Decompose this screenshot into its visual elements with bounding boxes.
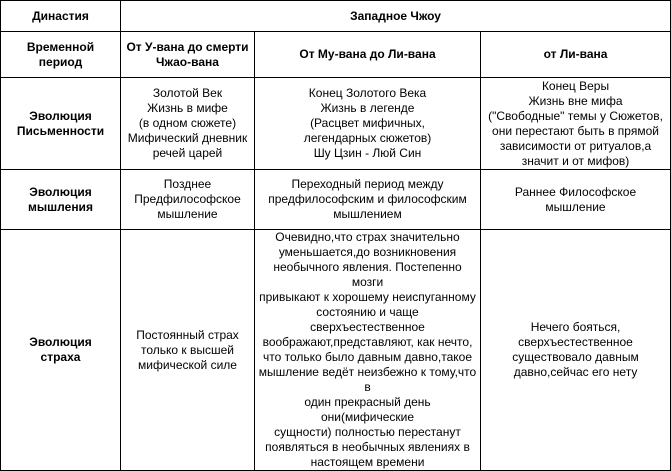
thinking-row xyxy=(1,170,671,230)
text-line: привыкают к хорошему неиспуганному xyxy=(259,290,476,304)
table-cell xyxy=(255,78,481,170)
text-line: уменьшается,до возникновения xyxy=(278,245,457,259)
period-row xyxy=(1,32,671,78)
text-line: давно,сейчас его нету xyxy=(513,365,638,379)
fear-row xyxy=(1,230,671,471)
period-header xyxy=(255,32,481,78)
table-cell xyxy=(255,170,481,230)
text-line: мышление xyxy=(157,207,218,221)
text-line: необычного явления. Постепенно мозги xyxy=(273,260,462,289)
table-cell xyxy=(121,170,255,230)
table-cell xyxy=(121,78,255,170)
text-line: зависимости от ритуалов,а xyxy=(499,138,652,153)
text-line: один прекрасный день они(мифические xyxy=(304,395,431,424)
dynasty-row xyxy=(1,1,671,32)
text-line: Конец Веры xyxy=(541,78,610,93)
text-line: Эволюция xyxy=(29,184,92,199)
text-line: Чжао-вана xyxy=(156,54,219,69)
dynasty-title: Западное Чжоу xyxy=(121,1,671,32)
text-line: Мифический дневник xyxy=(127,131,248,145)
table-cell xyxy=(481,230,671,471)
text-line: сущности) полностью перестанут xyxy=(274,425,461,439)
table-cell xyxy=(481,170,671,230)
text-line: Письменности xyxy=(16,123,105,138)
text-line: мышления xyxy=(28,199,93,214)
text-line: они перестают быть в прямой xyxy=(492,123,659,138)
text-line: легендарных сюжетов) xyxy=(303,131,432,145)
text-line: Постоянный страх xyxy=(136,327,239,342)
period-label: Временной период xyxy=(1,32,121,78)
row-label xyxy=(1,78,121,170)
text-line: Конец Золотого Века xyxy=(308,86,427,100)
text-line: страха xyxy=(40,350,81,364)
text-line: настоящем времени xyxy=(310,455,425,469)
row-label xyxy=(1,170,121,230)
text-line: Позднее xyxy=(163,177,212,191)
text-line: только к высшей xyxy=(140,342,234,357)
text-line: Золотой Век xyxy=(152,86,223,100)
period-header xyxy=(121,32,255,78)
text-line: мышлением xyxy=(333,207,402,221)
text-line: воображают,представляют, как нечто, xyxy=(262,335,473,349)
text-line: Нечего бояться, xyxy=(530,320,621,334)
text-line: ("Свободные" темы у Сюжетов, xyxy=(488,108,663,123)
text-line: Жизнь в легенде xyxy=(320,101,415,115)
text-line: появляться в необычных явлениях в xyxy=(265,440,470,454)
text-line: Предфилософское xyxy=(134,192,241,206)
dynasty-label: Династия xyxy=(1,1,121,32)
text-line: предфилософским и философским xyxy=(268,192,467,206)
text-line: значит и от мифов) xyxy=(521,153,630,168)
text-line: Шу Цзин - Люй Син xyxy=(313,146,422,160)
period-header xyxy=(481,32,671,78)
row-label xyxy=(1,230,121,471)
text-line: (Расцвет мифичных, xyxy=(310,116,425,130)
text-line: Переходный период между xyxy=(291,177,444,191)
text-line: Раннее Философское мышление xyxy=(514,184,637,214)
text-line: Жизнь вне мифа xyxy=(528,93,623,108)
text-line: что только было давным давно,такое xyxy=(262,350,473,364)
text-line: состоянию и чаще сверхъестественное xyxy=(310,305,425,334)
text-line: мифической силе xyxy=(138,357,237,372)
writing-row xyxy=(1,78,671,170)
text-line: от Ли-вана xyxy=(543,47,608,61)
text-line: Эволюция xyxy=(29,335,92,349)
text-line: мышление ведёт неизбежно к тому,что в xyxy=(258,365,477,394)
text-line: От У-вана до смерти xyxy=(126,39,249,54)
text-line: От Му-вана до Ли-вана xyxy=(299,47,436,61)
text-line: Жизнь в мифе xyxy=(147,101,228,115)
text-line: существовало давным xyxy=(512,350,639,364)
table-cell xyxy=(481,78,671,170)
text-line: Эволюция xyxy=(29,108,92,123)
text-line: сверхъестественное xyxy=(518,335,633,349)
text-line: Очевидно,что страх значительно xyxy=(275,230,460,244)
table-cell xyxy=(255,230,481,471)
table-cell xyxy=(121,230,255,471)
text-line: речей царей xyxy=(152,146,223,160)
text-line: (в одном сюжете) xyxy=(138,116,237,130)
